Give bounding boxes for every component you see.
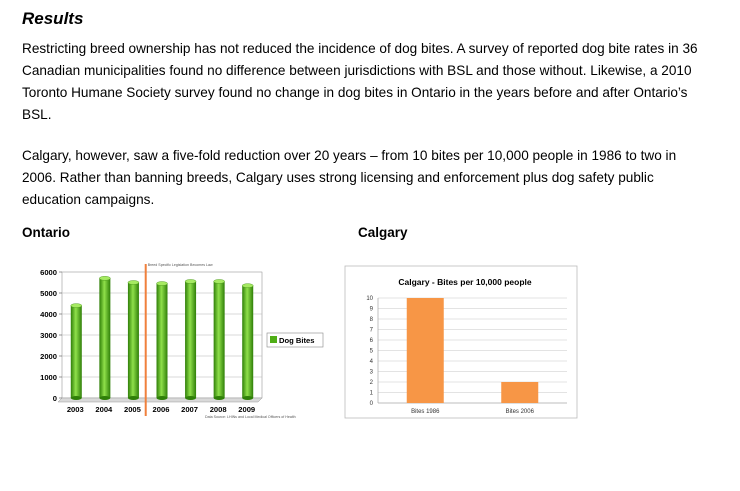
x-tick-label: Bites 1986 [411, 409, 440, 415]
bar-2006 [157, 284, 168, 398]
y-tick-label: 2000 [40, 352, 57, 361]
bar-top-2004 [99, 276, 110, 280]
x-tick-label: 2009 [238, 405, 256, 414]
bar-base-2006 [157, 396, 168, 400]
calgary-chart-title: Calgary - Bites per 10,000 people [398, 277, 532, 287]
y-tick-label: 5 [369, 348, 373, 355]
y-tick-label: 6 [369, 338, 373, 344]
bsl-annotation: Breed Specific Legislation Becomes Law [147, 263, 213, 267]
bar-2004 [99, 278, 110, 398]
y-tick-label: 2 [369, 380, 373, 386]
x-tick-label: 2004 [95, 405, 113, 414]
y-tick-label: 8 [369, 317, 373, 323]
results-heading: Results [22, 9, 84, 28]
x-tick-label: 2008 [209, 405, 227, 414]
bar-top-2003 [71, 304, 82, 308]
paragraph-bsl-findings: Restricting breed ownership has not reduced the incidence of dog bites. A survey of reported dog bite rates in 36 Canadian municipalities found no difference between jurisdictions with BSL and those without. Likewise, a 2010 Toronto Humane Society survey found no change in dog bites in Ontario in the years before and after Ontario’s BSL. [22, 41, 698, 122]
y-tick-label: 7 [369, 327, 373, 334]
ontario-label: Ontario [22, 225, 71, 240]
legend [267, 333, 323, 347]
bar-2003 [71, 306, 82, 398]
bar-2009 [242, 286, 253, 398]
x-tick-label: 2006 [152, 405, 170, 414]
bar-base-2003 [71, 396, 82, 400]
y-tick-label: 1 [369, 390, 373, 397]
y-tick-label: 1000 [40, 373, 57, 382]
calgary-bites-chart [345, 266, 585, 421]
y-tick-label: 9 [369, 306, 373, 313]
y-tick-label: 6000 [40, 268, 57, 277]
bar-2005 [128, 283, 139, 399]
bar-bites-2006 [501, 382, 538, 403]
bar-top-2007 [185, 279, 196, 283]
y-tick-label: 3000 [40, 331, 57, 340]
bar-2007 [185, 281, 196, 398]
y-tick-label: 10 [366, 296, 373, 302]
legend-label: Dog Bites [279, 336, 315, 345]
calgary-label: Calgary [358, 225, 408, 240]
bar-base-2007 [185, 396, 196, 400]
y-tick-label: 0 [52, 394, 57, 403]
paragraph-calgary: Calgary, however, saw a five-fold reduction over 20 years – from 10 bites per 10,000 people in 1986 to two in 2006. Rather than banning breeds, Calgary uses strong licensing and enforcement plus dog safety public education campaigns. [22, 148, 677, 207]
bar-base-2009 [242, 396, 253, 400]
legend-swatch [270, 336, 277, 343]
x-tick-label: 2005 [123, 405, 141, 414]
y-tick-label: 4000 [40, 310, 57, 319]
bar-top-2008 [214, 279, 225, 283]
bar-2008 [214, 281, 225, 398]
bar-top-2006 [157, 282, 168, 286]
x-tick-label: Bites 2006 [505, 409, 534, 415]
bar-bites-1986 [407, 298, 444, 403]
y-tick-label: 3 [369, 369, 373, 376]
bar-base-2005 [128, 396, 139, 400]
bar-base-2008 [214, 396, 225, 400]
bar-top-2005 [128, 281, 139, 285]
bar-top-2009 [242, 284, 253, 288]
x-tick-label: 2007 [181, 405, 199, 414]
y-tick-label: 4 [369, 359, 373, 365]
y-tick-label: 5000 [40, 289, 57, 298]
data-source: Data Source: LHINs and Local Medical Officers of Health [205, 415, 296, 419]
calgary-chart-frame [345, 266, 577, 418]
y-tick-label: 0 [369, 401, 373, 407]
bar-base-2004 [99, 396, 110, 400]
ontario-dog-bites-chart [0, 250, 340, 430]
x-tick-label: 2003 [66, 405, 84, 414]
